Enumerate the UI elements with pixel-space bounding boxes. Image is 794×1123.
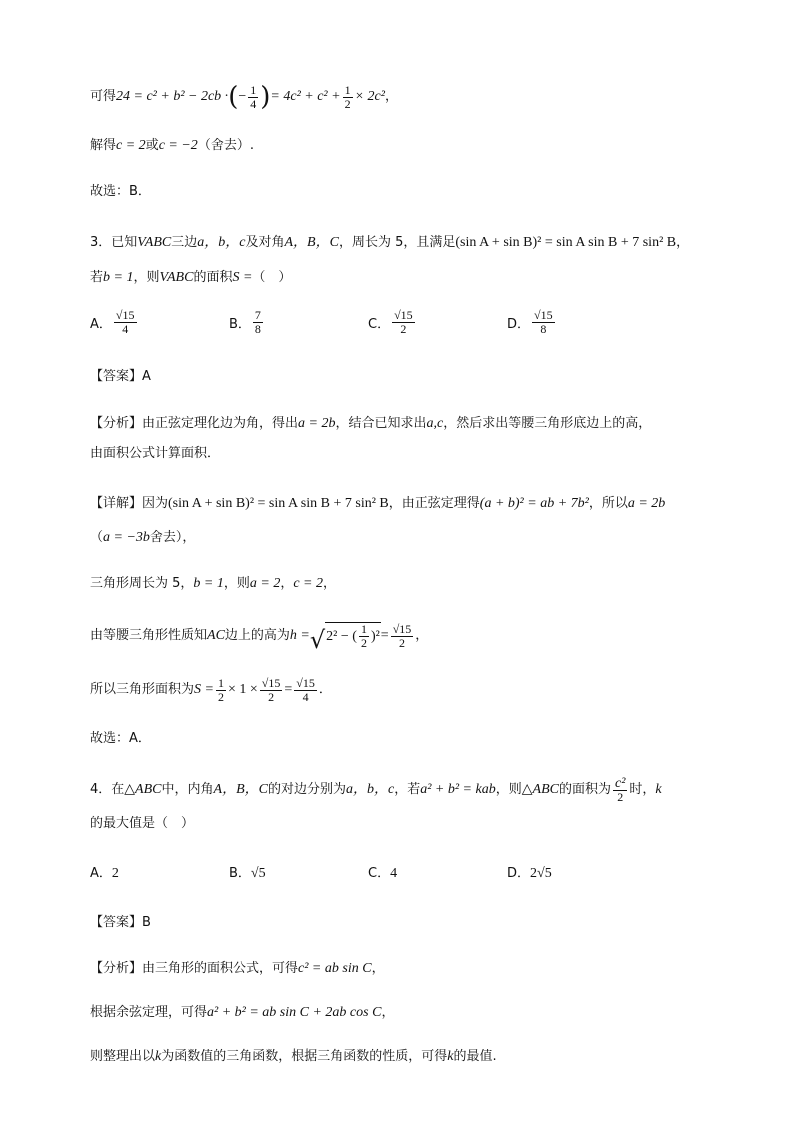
math-expr: (a + b)² = ab + 7b² bbox=[479, 496, 589, 511]
text: 根据余弦定理，可得 bbox=[90, 1005, 208, 1020]
math-expr: k bbox=[447, 1049, 454, 1064]
frac-den: 2 bbox=[268, 689, 275, 704]
math-expr: △ABC bbox=[521, 782, 559, 797]
text: ， bbox=[280, 576, 294, 591]
math-expr: b = 1 bbox=[103, 270, 134, 285]
q4-option-a[interactable] bbox=[90, 860, 119, 888]
math-expr: a = 2b bbox=[627, 496, 666, 511]
q3-stem-line-2 bbox=[90, 264, 291, 292]
math-expr: AC bbox=[207, 628, 225, 643]
math-expr: × 1 × bbox=[227, 682, 258, 697]
answer-text: 【答案】B bbox=[90, 915, 151, 930]
q3-analysis-line-1 bbox=[90, 410, 651, 438]
frac-den: 2 bbox=[400, 322, 407, 336]
option-value: √5 bbox=[250, 866, 266, 881]
text: 三边 bbox=[171, 235, 198, 250]
text: 则整理出以 bbox=[90, 1049, 156, 1064]
text: 为函数值的三角函数，根据三角函数的性质，可得 bbox=[161, 1049, 448, 1064]
text: 的面积为 bbox=[558, 782, 611, 797]
text: ，周长为 5，且满足 bbox=[338, 235, 456, 250]
frac-den: 4 bbox=[122, 322, 129, 336]
text: 及对角 bbox=[245, 235, 285, 250]
frac-den: 2 bbox=[344, 96, 351, 111]
text: 边上的高为 bbox=[224, 628, 290, 643]
fraction bbox=[613, 777, 627, 804]
text: 解得 bbox=[90, 138, 117, 153]
q4-option-b[interactable] bbox=[229, 860, 266, 888]
text: ，则 bbox=[133, 270, 160, 285]
math-expr: a,c bbox=[426, 416, 444, 431]
text: 的最值. bbox=[453, 1049, 497, 1064]
fraction bbox=[532, 309, 555, 336]
frac-den: 8 bbox=[254, 322, 261, 336]
frac-num: √15 bbox=[392, 621, 412, 636]
frac-den: 8 bbox=[540, 322, 547, 336]
option-value: 4 bbox=[390, 866, 398, 881]
q4-option-c[interactable] bbox=[368, 860, 397, 888]
frac-num: 1 bbox=[250, 82, 257, 97]
text: ， bbox=[371, 961, 385, 976]
q3-stem-line-1 bbox=[90, 229, 689, 257]
text: 4．在 bbox=[90, 782, 125, 797]
radicand bbox=[325, 622, 381, 650]
text: 三角形周长为 5， bbox=[90, 576, 194, 591]
fraction bbox=[343, 84, 353, 111]
text: （ ） bbox=[252, 270, 292, 285]
text: 舍去）， bbox=[149, 530, 196, 545]
q3-option-b[interactable] bbox=[229, 309, 265, 336]
option-value: 2√5 bbox=[530, 866, 552, 881]
q3-detail-line-1 bbox=[90, 490, 665, 518]
math-expr: c = 2 bbox=[293, 576, 324, 591]
sqrt-expr bbox=[309, 622, 381, 654]
text: ，则 bbox=[495, 782, 522, 797]
math-expr: VABC bbox=[137, 235, 172, 250]
q3-detail-line-5 bbox=[90, 672, 332, 708]
text: 【详解】因为 bbox=[90, 496, 169, 511]
math-expr: = bbox=[380, 628, 389, 643]
frac-num: √15 bbox=[296, 675, 315, 690]
math-expr: a，b，c bbox=[197, 235, 246, 250]
frac-den: 2 bbox=[617, 789, 624, 804]
frac-den: 2 bbox=[217, 689, 224, 704]
frac-num: √15 bbox=[115, 308, 135, 322]
frac-num: √15 bbox=[394, 308, 413, 322]
math-expr: 24 = c² + b² − 2cb · bbox=[116, 89, 229, 104]
frac-den: 2 bbox=[399, 635, 405, 650]
math-expr: = bbox=[284, 682, 293, 697]
q4-analysis-line-1 bbox=[90, 955, 385, 983]
q4-option-d[interactable] bbox=[507, 860, 552, 888]
text: 的最大值是（ ） bbox=[90, 816, 195, 831]
option-label: D． bbox=[507, 866, 531, 881]
text: ，然后求出等腰三角形底边上的高， bbox=[443, 416, 652, 431]
fraction bbox=[114, 309, 137, 336]
frac-num: 1 bbox=[217, 675, 224, 690]
q4-analysis-line-2 bbox=[90, 999, 394, 1027]
text: ， bbox=[676, 235, 690, 250]
solve-line bbox=[90, 132, 254, 160]
math-expr: a = 2b bbox=[298, 416, 336, 431]
q4-stem-line-1 bbox=[90, 772, 662, 808]
math-expr: c = 2 bbox=[116, 138, 146, 153]
q3-option-a[interactable] bbox=[90, 309, 139, 336]
frac-num: √15 bbox=[534, 308, 553, 322]
option-label: A． bbox=[90, 866, 112, 881]
radical-sign: √ bbox=[309, 626, 326, 654]
fraction bbox=[392, 309, 415, 336]
math-expr: (sin A + sin B)² = sin A sin B + 7 sin² B bbox=[455, 235, 677, 250]
fraction bbox=[294, 677, 317, 704]
text: ，若 bbox=[394, 782, 421, 797]
q3-detail-line-2 bbox=[90, 524, 195, 552]
text: 或 bbox=[145, 138, 159, 153]
option-label: B． bbox=[229, 317, 251, 332]
math-expr: a，b，c bbox=[345, 782, 395, 797]
text: 3．已知 bbox=[90, 235, 138, 250]
option-label: A． bbox=[90, 317, 112, 332]
option-label: C． bbox=[368, 866, 391, 881]
text: 故选：A． bbox=[90, 731, 151, 746]
math-expr: c² = ab sin C bbox=[298, 961, 372, 976]
q3-option-c[interactable] bbox=[368, 309, 417, 336]
math-expr: (sin A + sin B)² = sin A sin B + 7 sin² B bbox=[168, 496, 389, 511]
q4-answer bbox=[90, 909, 151, 937]
text: 时， bbox=[629, 782, 656, 797]
text: 所以三角形面积为 bbox=[90, 682, 195, 697]
q3-answer bbox=[90, 363, 151, 391]
text: ，则 bbox=[223, 576, 250, 591]
choose-line bbox=[90, 178, 151, 206]
text: 若 bbox=[90, 270, 104, 285]
q3-choose-line bbox=[90, 725, 151, 753]
text: 的面积 bbox=[193, 270, 233, 285]
frac-num: c² bbox=[614, 775, 626, 791]
text: ，所以 bbox=[588, 496, 628, 511]
option-value: 2 bbox=[111, 866, 119, 881]
option-label: C． bbox=[368, 317, 391, 332]
text: ， bbox=[384, 89, 398, 104]
fraction bbox=[248, 84, 258, 111]
math-expr: △ABC bbox=[124, 782, 162, 797]
answer-text: 【答案】A bbox=[90, 369, 151, 384]
text: ，由正弦定理得 bbox=[388, 496, 480, 511]
math-expr: a² + b² = kab bbox=[420, 782, 496, 797]
q3-detail-line-4 bbox=[90, 618, 428, 654]
text: ， bbox=[323, 576, 337, 591]
paren-open: ( bbox=[228, 82, 239, 112]
minus-sign: − bbox=[238, 89, 247, 104]
math-expr: S = bbox=[232, 270, 253, 285]
math-expr: A，B，C bbox=[213, 782, 268, 797]
q4-stem-line-2 bbox=[90, 810, 194, 838]
text: 中，内角 bbox=[161, 782, 214, 797]
fraction bbox=[260, 677, 283, 704]
math-expr: a² + b² = ab sin C + 2ab cos C bbox=[207, 1005, 382, 1020]
math-expr: VABC bbox=[159, 270, 194, 285]
q3-option-d[interactable] bbox=[507, 309, 557, 336]
fraction bbox=[391, 623, 414, 650]
option-label: D． bbox=[507, 317, 531, 332]
text: ， bbox=[381, 1005, 395, 1020]
text: ． bbox=[318, 682, 332, 697]
option-label: B． bbox=[229, 866, 251, 881]
math-expr: k bbox=[655, 782, 662, 797]
fraction bbox=[216, 677, 226, 704]
text: ，结合已知求出 bbox=[335, 416, 427, 431]
math-expr: k bbox=[155, 1049, 162, 1064]
math-expr: 2² − ( bbox=[326, 628, 357, 644]
text: （ bbox=[90, 530, 104, 545]
frac-den: 2 bbox=[360, 636, 367, 650]
frac-num: 7 bbox=[254, 308, 261, 322]
text: ， bbox=[415, 628, 429, 643]
text: （舍去）. bbox=[197, 138, 254, 153]
text: 由等腰三角形性质知 bbox=[90, 628, 208, 643]
text: 可得 bbox=[90, 89, 117, 104]
q3-analysis-line-2 bbox=[90, 440, 220, 468]
q4-analysis-line-3 bbox=[90, 1043, 497, 1071]
frac-den: 4 bbox=[250, 96, 257, 111]
math-expr: )² bbox=[370, 628, 380, 644]
math-expr: × 2c² bbox=[354, 89, 385, 104]
math-expr: = 4c² + c² + bbox=[270, 89, 341, 104]
fraction bbox=[253, 309, 263, 336]
math-expr: S = bbox=[194, 682, 214, 697]
text: 由面积公式计算面积． bbox=[90, 446, 221, 461]
math-expr: a = 2 bbox=[249, 576, 281, 591]
paren-close: ) bbox=[260, 82, 271, 112]
math-expr: h = bbox=[289, 628, 310, 643]
text: 【分析】由三角形的面积公式，可得 bbox=[90, 961, 299, 976]
math-expr: b = 1 bbox=[193, 576, 224, 591]
math-expr: A，B，C bbox=[284, 235, 339, 250]
text: 【分析】由正弦定理化边为角，得出 bbox=[90, 416, 299, 431]
math-expr: c = −2 bbox=[158, 138, 198, 153]
math-expr: a = −3b bbox=[103, 530, 150, 545]
text: 的对边分别为 bbox=[267, 782, 346, 797]
frac-num: 1 bbox=[360, 622, 367, 636]
q3-detail-line-3 bbox=[90, 570, 336, 598]
frac-num: 1 bbox=[344, 82, 351, 97]
frac-num: √15 bbox=[261, 675, 281, 690]
derivation-line bbox=[90, 83, 398, 111]
text: 故选：B． bbox=[90, 184, 151, 199]
frac-den: 4 bbox=[302, 689, 309, 704]
fraction bbox=[359, 623, 369, 650]
